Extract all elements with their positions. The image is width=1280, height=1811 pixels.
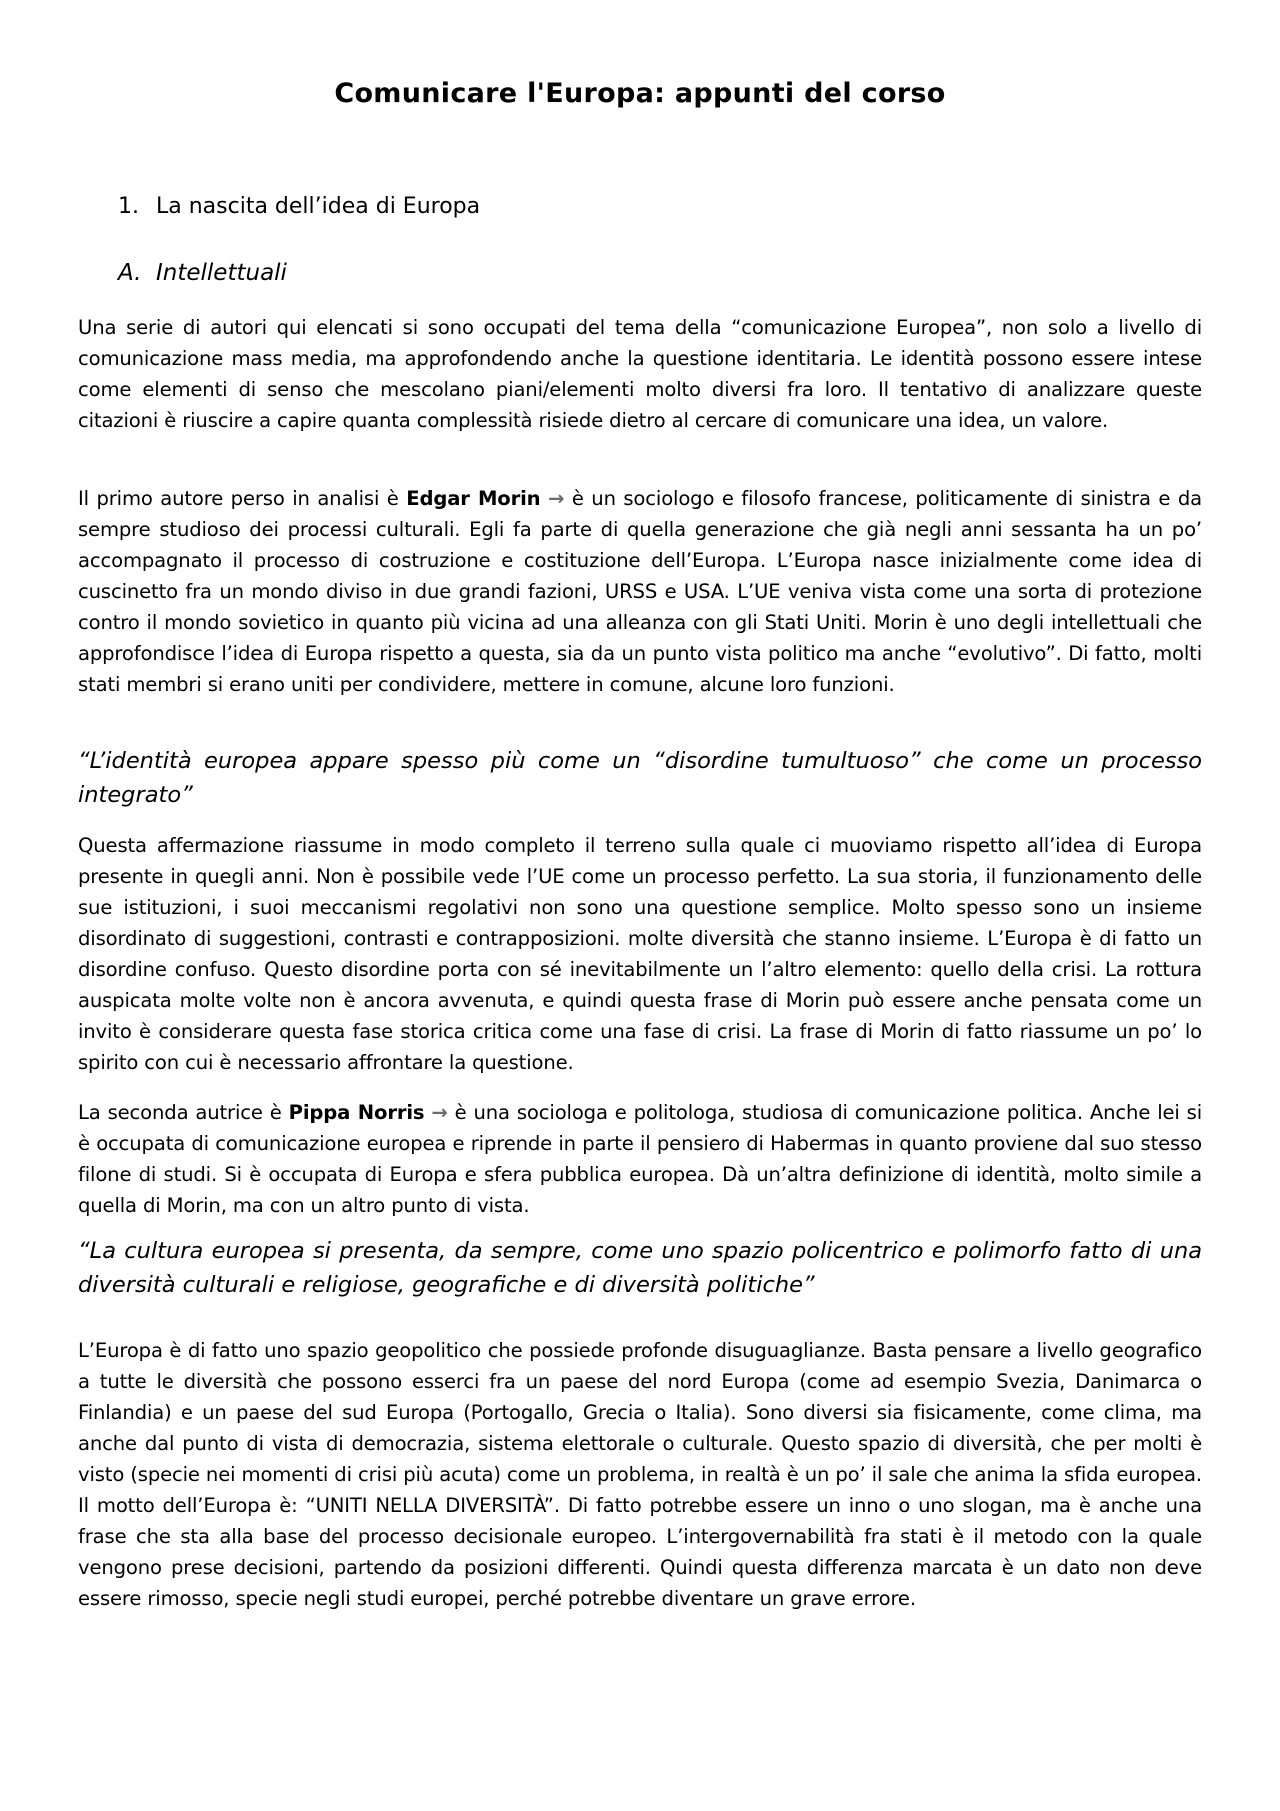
subsection-heading <box>118 260 287 286</box>
section-number: 1. <box>118 194 139 219</box>
quote-norris: “La cultura europea si presenta, da sempre, come uno spazio policentrico e polimorfo fatto di una diversità culturali e religiose, geografiche e di diversità politiche” <box>78 1238 1202 1298</box>
section-label: La nascita dell’idea di Europa <box>156 194 481 219</box>
quote-morin: “L’identità europea appare spesso più come un “disordine tumultuoso” che come un processo integrato” <box>78 748 1202 808</box>
author-name-morin: Edgar Morin <box>406 487 541 510</box>
author-name-norris: Pippa Norris <box>288 1101 425 1124</box>
paragraph-morin <box>78 483 1202 700</box>
document-title: Comunicare l'Europa: appunti del corso <box>334 78 946 109</box>
paragraph-morin-analysis: Questa affermazione riassume in modo completo il terreno sulla quale ci muoviamo rispetto all’idea di Europa presente in quegli anni. Non è possibile vede l’UE come un processo perfetto. La sua storia, il funzionamento delle sue istituzioni, i suoi meccanismi regolativi non sono una questione semplice. Molto spesso sono un insieme disordinato di suggestioni, contrasti e contrapposizioni. molte diversità che stanno insieme. L’Europa è di fatto un disordine confuso. Questo disordine porta con sé inevitabilmente un l’altro elemento: quello della crisi. La rottura auspicata molte volte non è ancora avvenuta, e quindi questa frase di Morin può essere anche pensata come un invito è considerare questa fase storica critica come una fase di crisi. La frase di Morin di fatto riassume un po’ lo spirito con cui è necessario affrontare la questione. <box>78 834 1202 1074</box>
paragraph-morin-body: è un sociologo e filosofo francese, politicamente di sinistra e da sempre studioso dei processi culturali. Egli fa parte di quella generazione che già negli anni sessanta ha un po’ accompagnato il processo di costruzione e costituzione dell’Europa. L’Europa nasce inizialmente come idea di cuscinetto fra un mondo diviso in due grandi fazioni, URSS e USA. L’UE veniva vista come una sorta di protezione contro il mondo sovietico in quanto più vicina ad una alleanza con gli Stati Uniti. Morin è uno degli intellettuali che approfondisce l’idea di Europa rispetto a questa, sia da un punto vista politico ma anche “evolutivo”. Di fatto, molti stati membri si erano uniti per condividere, mettere in comune, alcune loro funzioni. <box>78 487 1202 696</box>
paragraph-norris-intro: La seconda autrice è <box>78 1101 289 1124</box>
subsection-letter: A. <box>118 260 142 286</box>
paragraph-norris-body: è una sociologa e politologa, studiosa di comunicazione politica. Anche lei si è occupata di comunicazione europea e riprende in parte il pensiero di Habermas in quanto proviene dal suo stesso filone di studi. Si è occupata di Europa e sfera pubblica europea. Dà un’altra definizione di identità, molto simile a quella di Morin, ma con un altro punto di vista. <box>78 1101 1202 1217</box>
paragraph-morin-intro: Il primo autore perso in analisi è <box>78 487 407 510</box>
paragraph-diversity: L’Europa è di fatto uno spazio geopolitico che possiede profonde disuguaglianze. Basta pensare a livello geografico a tutte le diversità che possono esserci fra un paese del nord Europa (come ad esempio Svezia, Danimarca o Finlandia) e un paese del sud Europa (Portogallo, Grecia o Italia). Sono diversi sia fisicamente, come clima, ma anche dal punto di vista di democrazia, sistema elettorale o culturale. Questo spazio di diversità, che per molti è visto (specie nei momenti di crisi più acuta) come un problema, in realtà è un po’ il sale che anima la sfida europea. Il motto dell’Europa è: “UNITI NELLA DIVERSITÀ”. Di fatto potrebbe essere un inno o uno slogan, ma è anche una frase che sta alla base del processo decisionale europeo. L’intergovernabilità fra stati è il metodo con la quale vengono prese decisioni, partendo da posizioni differenti. Quindi questa differenza marcata è un dato non deve essere rimosso, specie negli studi europei, perché potrebbe diventare un grave errore. <box>78 1339 1202 1610</box>
paragraph-norris <box>78 1097 1202 1221</box>
arrow-right-icon: → <box>431 1101 448 1124</box>
arrow-right-icon: → <box>548 487 565 510</box>
subsection-label: Intellettuali <box>156 260 287 286</box>
paragraph-intro: Una serie di autori qui elencati si sono occupati del tema della “comunicazione Europea”, non solo a livello di comunicazione mass media, ma approfondendo anche la questione identitaria. Le identità possono essere intese come elementi di senso che mescolano piani/elementi molto diversi fra loro. Il tentativo di analizzare queste citazioni è riuscire a capire quanta complessità risiede dietro al cercare di comunicare una idea, un valore. <box>78 316 1202 432</box>
section-heading <box>118 194 480 219</box>
